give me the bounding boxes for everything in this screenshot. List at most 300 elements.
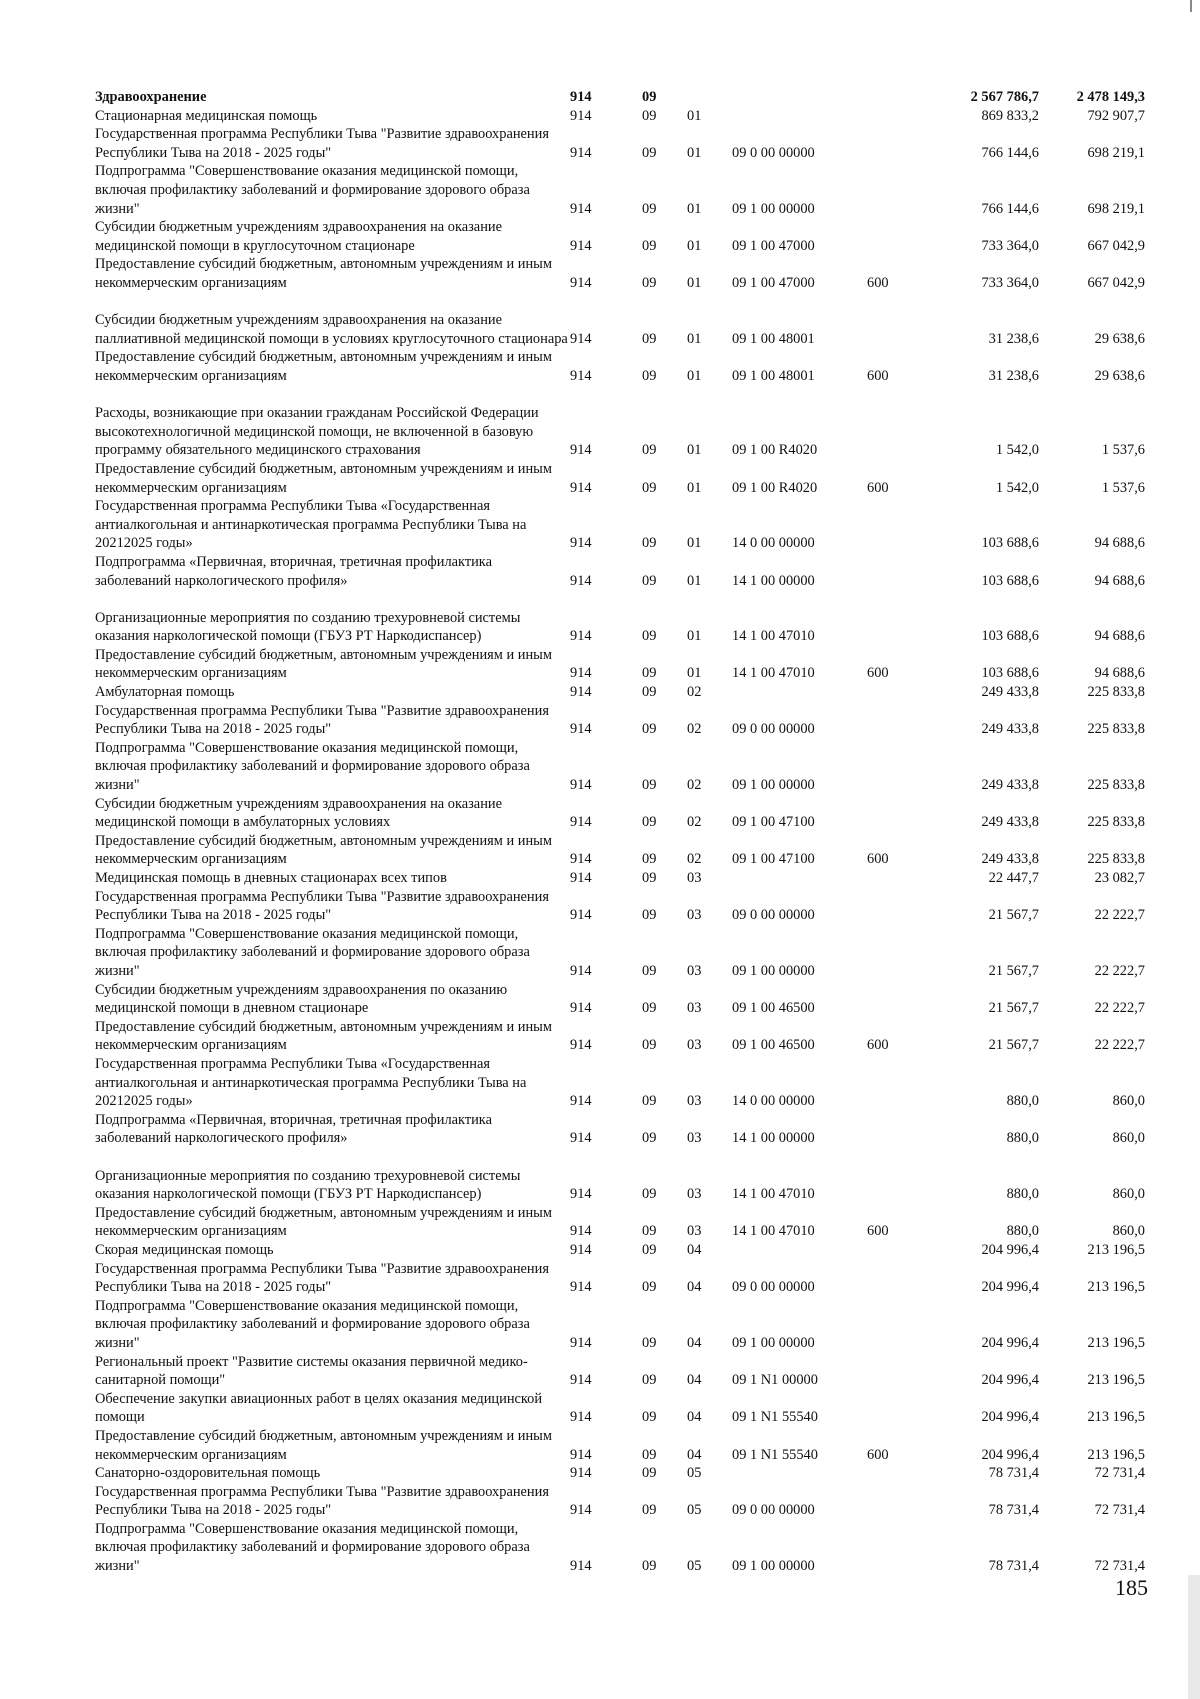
row-amount-1: 204 996,4 <box>981 1279 1039 1296</box>
row-amount-1: 204 996,4 <box>981 1334 1039 1351</box>
row-subsection-code: 02 <box>687 777 702 794</box>
row-amount-1: 766 144,6 <box>981 200 1039 217</box>
row-target-article <box>732 869 867 888</box>
row-subsection-code: 05 <box>687 1465 702 1482</box>
row-expense-type <box>867 386 919 460</box>
row-amount-1: 249 433,8 <box>981 814 1039 831</box>
row-amount-2: 225 833,8 <box>1087 684 1145 701</box>
row-section-code: 09 <box>642 1446 657 1463</box>
table-row <box>95 107 1145 126</box>
row-ved-code: 914 <box>570 1186 592 1203</box>
row-amount-1: 78 731,4 <box>988 1558 1039 1575</box>
row-amount-2: 72 731,4 <box>1094 1502 1145 1519</box>
row-target-article: 14 1 00 00000 <box>732 572 815 589</box>
row-name: Государственная программа Республики Тыва «Государственная антиалкогольная и антинаркотическая программа Республики Тыва на 20212025 годы» <box>95 1056 527 1110</box>
row-ved-code: 914 <box>570 777 592 794</box>
row-amount-1: 249 433,8 <box>981 721 1039 738</box>
row-amount-2: 1 537,6 <box>1101 442 1145 459</box>
table-row <box>95 348 1145 385</box>
row-name: Подпрограмма «Первичная, вторичная, третичная профилактика заболеваний наркологического профиля» <box>95 553 492 589</box>
table-row <box>95 218 1145 255</box>
scan-mark <box>1190 0 1192 12</box>
table-row <box>95 590 1145 646</box>
table-row <box>95 553 1145 590</box>
row-amount-1: 21 567,7 <box>988 1000 1039 1017</box>
row-amount-2: 72 731,4 <box>1094 1465 1145 1482</box>
row-amount-1: 31 238,6 <box>988 367 1039 384</box>
row-ved-code: 914 <box>570 665 592 682</box>
row-expense-type <box>867 1464 919 1483</box>
row-ved-code: 914 <box>570 1446 592 1463</box>
row-name: Здравоохранение <box>95 89 207 105</box>
row-target-article: 14 1 00 47010 <box>732 665 815 682</box>
row-amount-2: 225 833,8 <box>1087 814 1145 831</box>
row-subsection-code: 03 <box>687 1093 702 1110</box>
row-amount-2: 698 219,1 <box>1087 200 1145 217</box>
row-amount-2: 22 222,7 <box>1094 907 1145 924</box>
row-name: Стационарная медицинская помощь <box>95 107 318 124</box>
row-amount-1: 880,0 <box>1006 1223 1039 1240</box>
row-ved-code: 914 <box>570 1223 592 1240</box>
row-ved-code: 914 <box>570 1279 592 1296</box>
row-subsection-code: 01 <box>687 442 702 459</box>
row-expense-type <box>867 553 919 590</box>
row-amount-2: 22 222,7 <box>1094 1037 1145 1054</box>
row-ved-code: 914 <box>570 237 592 254</box>
table-row <box>95 646 1145 683</box>
row-section-code: 09 <box>642 572 657 589</box>
table-row <box>95 1204 1145 1241</box>
table-row <box>95 832 1145 869</box>
row-name: Региональный проект "Развитие системы оказания первичной медико-санитарной помощи" <box>95 1353 528 1389</box>
row-expense-type <box>867 88 919 107</box>
row-expense-type <box>867 107 919 126</box>
table-row <box>95 88 1145 107</box>
row-subsection-code: 05 <box>687 1558 702 1575</box>
table-row <box>95 1390 1145 1427</box>
row-section-code: 09 <box>642 721 657 738</box>
row-name: Предоставление субсидий бюджетным, автономным учреждениям и иным некоммерческим организациям <box>95 646 552 682</box>
row-section-code: 09 <box>642 851 657 868</box>
row-target-article: 09 1 00 00000 <box>732 963 815 980</box>
row-section-code: 09 <box>642 274 657 291</box>
row-ved-code: 914 <box>570 1334 592 1351</box>
row-name: Подпрограмма "Совершенствование оказания медицинской помощи, включая профилактику заболеваний и формирование здорового образа жизни" <box>95 1520 530 1575</box>
row-section-code: 09 <box>642 442 657 459</box>
row-target-article <box>732 1464 867 1483</box>
row-name: Подпрограмма "Совершенствование оказания медицинской помощи, включая профилактику заболеваний и формирование здорового образа жизни" <box>95 1297 530 1351</box>
row-target-article: 09 1 00 47100 <box>732 814 815 831</box>
row-subsection-code: 02 <box>687 684 702 701</box>
row-name: Медицинская помощь в дневных стационарах всех типов <box>95 870 447 887</box>
row-amount-1: 880,0 <box>1006 1186 1039 1203</box>
row-section-code: 09 <box>642 1279 657 1296</box>
row-name: Обеспечение закупки авиационных работ в целях оказания медицинской помощи <box>95 1390 543 1426</box>
row-name: Подпрограмма "Совершенствование оказания медицинской помощи, включая профилактику заболеваний и формирование здорового образа жизни" <box>95 739 530 794</box>
row-subsection-code: 04 <box>687 1409 702 1426</box>
row-section-code: 09 <box>642 777 657 794</box>
row-target-article <box>732 683 867 702</box>
row-section-code: 09 <box>642 870 657 887</box>
row-ved-code: 914 <box>570 89 592 105</box>
row-target-article: 09 1 00 47000 <box>732 237 815 254</box>
row-expense-type <box>867 1353 919 1390</box>
row-target-article: 09 1 00 R4020 <box>732 442 818 459</box>
row-target-article: 09 1 N1 00000 <box>732 1372 818 1389</box>
table-row <box>95 293 1145 349</box>
row-name: Субсидии бюджетным учреждениям здравоохранения на оказание медицинской помощи в амбулаторных условиях <box>95 795 502 831</box>
row-section-code: 09 <box>642 330 657 347</box>
row-section-code: 09 <box>642 907 657 924</box>
row-amount-2: 94 688,6 <box>1094 535 1145 552</box>
row-name: Амбулаторная помощь <box>95 684 235 701</box>
row-name: Субсидии бюджетным учреждениям здравоохранения на оказание медицинской помощи в круглосуточном стационаре <box>95 219 502 254</box>
row-amount-2: 213 196,5 <box>1087 1279 1145 1296</box>
row-subsection-code: 03 <box>687 1037 702 1054</box>
row-name: Государственная программа Республики Тыва "Развитие здравоохранения Республики Тыва на 2018 - 2025 годы" <box>95 1483 549 1519</box>
row-name: Подпрограмма "Совершенствование оказания медицинской помощи, включая профилактику заболеваний и формирование здорового образа жизни" <box>95 925 530 980</box>
row-target-article: 09 1 00 47000 <box>732 274 815 291</box>
row-target-article: 14 1 00 47010 <box>732 1186 815 1203</box>
row-ved-code: 914 <box>570 1000 592 1017</box>
row-subsection-code: 02 <box>687 851 702 868</box>
row-subsection-code: 01 <box>687 237 702 254</box>
row-section-code: 09 <box>642 1409 657 1426</box>
row-ved-code: 914 <box>570 1502 592 1519</box>
row-amount-1: 1 542,0 <box>995 479 1039 496</box>
row-subsection-code: 01 <box>687 628 702 645</box>
row-name: Предоставление субсидий бюджетным, автономным учреждениям и иным некоммерческим организациям <box>95 256 552 291</box>
table-row <box>95 869 1145 888</box>
row-amount-1: 733 364,0 <box>981 274 1039 291</box>
row-expense-type <box>867 1111 919 1148</box>
row-subsection-code: 01 <box>687 665 702 682</box>
row-target-article: 09 0 00 00000 <box>732 1502 815 1519</box>
row-expense-type <box>867 218 919 255</box>
row-name: Предоставление субсидий бюджетным, автономным учреждениям и иным некоммерческим организациям <box>95 460 552 496</box>
row-subsection-code: 05 <box>687 1502 702 1519</box>
row-section-code: 09 <box>642 628 657 645</box>
row-target-article: 09 1 00 46500 <box>732 1037 815 1054</box>
row-name: Санаторно-оздоровительная помощь <box>95 1465 321 1482</box>
table-row <box>95 925 1145 981</box>
row-section-code: 09 <box>642 1465 657 1482</box>
table-row <box>95 683 1145 702</box>
row-target-article: 14 0 00 00000 <box>732 535 815 552</box>
row-section-code: 09 <box>642 1037 657 1054</box>
row-subsection-code: 01 <box>687 274 702 291</box>
row-ved-code: 914 <box>570 144 592 161</box>
row-section-code: 09 <box>642 1558 657 1575</box>
table-row <box>95 1483 1145 1520</box>
row-section-code: 09 <box>642 963 657 980</box>
row-ved-code: 914 <box>570 684 592 701</box>
row-amount-1: 103 688,6 <box>981 572 1039 589</box>
row-amount-2: 213 196,5 <box>1087 1409 1145 1426</box>
row-expense-type: 600 <box>867 665 889 682</box>
row-amount-1: 2 567 786,7 <box>970 89 1039 105</box>
table-row <box>95 162 1145 218</box>
row-name: Скорая медицинская помощь <box>95 1241 274 1258</box>
row-name: Государственная программа Республики Тыва "Развитие здравоохранения Республики Тыва на 2018 - 2025 годы" <box>95 702 549 738</box>
row-amount-2: 22 222,7 <box>1094 963 1145 980</box>
row-subsection-code: 03 <box>687 907 702 924</box>
row-amount-2: 213 196,5 <box>1087 1446 1145 1463</box>
row-section-code: 09 <box>642 1241 657 1258</box>
row-expense-type <box>867 683 919 702</box>
row-amount-2: 698 219,1 <box>1087 144 1145 161</box>
row-amount-2: 860,0 <box>1112 1186 1145 1203</box>
row-subsection-code: 04 <box>687 1241 702 1258</box>
row-amount-1: 31 238,6 <box>988 330 1039 347</box>
row-name: Подпрограмма "Совершенствование оказания медицинской помощи, включая профилактику заболеваний и формирование здорового образа жизни" <box>95 163 530 217</box>
row-expense-type <box>867 981 919 1018</box>
table-row <box>95 497 1145 553</box>
row-name: Предоставление субсидий бюджетным, автономным учреждениям и иным некоммерческим организациям <box>95 832 552 868</box>
row-expense-type <box>867 1520 919 1576</box>
row-amount-2: 213 196,5 <box>1087 1372 1145 1389</box>
table-row <box>95 1427 1145 1464</box>
row-amount-2: 667 042,9 <box>1087 237 1145 254</box>
table-row <box>95 386 1145 460</box>
row-expense-type <box>867 162 919 218</box>
row-subsection-code: 01 <box>687 200 702 217</box>
row-section-code: 09 <box>642 684 657 701</box>
row-expense-type <box>867 1483 919 1520</box>
row-amount-2: 225 833,8 <box>1087 777 1145 794</box>
row-expense-type <box>867 497 919 553</box>
row-expense-type <box>867 125 919 162</box>
row-expense-type <box>867 925 919 981</box>
row-target-article: 09 0 00 00000 <box>732 144 815 161</box>
row-ved-code: 914 <box>570 1130 592 1147</box>
row-expense-type <box>867 1148 919 1204</box>
row-name: Государственная программа Республики Тыва "Развитие здравоохранения Республики Тыва на 2018 - 2025 годы" <box>95 888 549 924</box>
table-row <box>95 1055 1145 1111</box>
row-target-article: 14 0 00 00000 <box>732 1093 815 1110</box>
row-section-code: 09 <box>642 367 657 384</box>
row-subsection-code: 04 <box>687 1372 702 1389</box>
row-ved-code: 914 <box>570 628 592 645</box>
row-subsection-code: 04 <box>687 1334 702 1351</box>
row-subsection-code <box>687 88 732 107</box>
table-row <box>95 1241 1145 1260</box>
row-amount-2: 225 833,8 <box>1087 721 1145 738</box>
row-expense-type <box>867 795 919 832</box>
row-ved-code: 914 <box>570 200 592 217</box>
row-amount-1: 880,0 <box>1006 1093 1039 1110</box>
row-expense-type <box>867 293 919 349</box>
row-amount-1: 21 567,7 <box>988 1037 1039 1054</box>
row-ved-code: 914 <box>570 1372 592 1389</box>
row-target-article: 09 1 00 48001 <box>732 330 815 347</box>
row-ved-code: 914 <box>570 963 592 980</box>
budget-table <box>95 88 1145 1576</box>
row-subsection-code: 02 <box>687 721 702 738</box>
row-section-code: 09 <box>642 1093 657 1110</box>
row-target-article: 14 1 00 47010 <box>732 1223 815 1240</box>
row-section-code: 09 <box>642 144 657 161</box>
row-section-code: 09 <box>642 1334 657 1351</box>
row-name: Расходы, возникающие при оказании гражданам Российской Федерации высокотехнологичной медицинской помощи, не включенной в базовую программу обязательного медицинского страхования <box>95 405 539 459</box>
row-ved-code: 914 <box>570 535 592 552</box>
row-amount-2: 213 196,5 <box>1087 1334 1145 1351</box>
row-amount-2: 225 833,8 <box>1087 851 1145 868</box>
row-target-article: 09 1 00 47100 <box>732 851 815 868</box>
table-row <box>95 981 1145 1018</box>
row-subsection-code: 03 <box>687 1186 702 1203</box>
row-amount-1: 204 996,4 <box>981 1372 1039 1389</box>
row-target-article <box>732 1241 867 1260</box>
row-expense-type <box>867 869 919 888</box>
row-amount-1: 733 364,0 <box>981 237 1039 254</box>
row-amount-2: 29 638,6 <box>1094 330 1145 347</box>
row-expense-type <box>867 1241 919 1260</box>
row-expense-type: 600 <box>867 479 889 496</box>
row-expense-type <box>867 590 919 646</box>
row-amount-1: 766 144,6 <box>981 144 1039 161</box>
row-subsection-code: 04 <box>687 1446 702 1463</box>
table-row <box>95 1018 1145 1055</box>
row-amount-2: 860,0 <box>1112 1223 1145 1240</box>
row-amount-1: 103 688,6 <box>981 628 1039 645</box>
row-ved-code: 914 <box>570 1241 592 1258</box>
row-name: Организационные мероприятия по созданию трехуровневой системы оказания наркологической помощи (ГБУЗ РТ Наркодиспансер) <box>95 1167 521 1203</box>
row-subsection-code: 03 <box>687 1130 702 1147</box>
row-amount-1: 103 688,6 <box>981 665 1039 682</box>
row-subsection-code: 01 <box>687 367 702 384</box>
row-section-code: 09 <box>642 89 657 105</box>
table-row <box>95 1464 1145 1483</box>
row-ved-code: 914 <box>570 330 592 347</box>
row-expense-type <box>867 888 919 925</box>
row-ved-code: 914 <box>570 107 592 124</box>
row-ved-code: 914 <box>570 1465 592 1482</box>
row-amount-2: 94 688,6 <box>1094 572 1145 589</box>
row-amount-2: 860,0 <box>1112 1093 1145 1110</box>
row-subsection-code: 02 <box>687 814 702 831</box>
row-target-article: 09 1 N1 55540 <box>732 1446 818 1463</box>
row-section-code: 09 <box>642 1502 657 1519</box>
row-ved-code: 914 <box>570 572 592 589</box>
row-ved-code: 914 <box>570 442 592 459</box>
row-amount-1: 22 447,7 <box>988 870 1039 887</box>
row-expense-type <box>867 1260 919 1297</box>
table-row <box>95 1353 1145 1390</box>
row-target-article: 09 0 00 00000 <box>732 907 815 924</box>
row-target-article: 09 1 00 00000 <box>732 1334 815 1351</box>
row-name: Субсидии бюджетным учреждениям здравоохранения на оказание паллиативной медицинской помощи в условиях круглосуточного стационара <box>95 312 568 347</box>
row-name: Государственная программа Республики Тыва "Развитие здравоохранения Республики Тыва на 2018 - 2025 годы" <box>95 126 549 161</box>
table-row <box>95 460 1145 497</box>
row-ved-code: 914 <box>570 814 592 831</box>
row-expense-type <box>867 1055 919 1111</box>
row-section-code: 09 <box>642 1000 657 1017</box>
table-row <box>95 1260 1145 1297</box>
row-section-code: 09 <box>642 1186 657 1203</box>
row-expense-type <box>867 1297 919 1353</box>
row-ved-code: 914 <box>570 367 592 384</box>
row-amount-2: 213 196,5 <box>1087 1241 1145 1258</box>
row-amount-2: 860,0 <box>1112 1130 1145 1147</box>
row-subsection-code: 04 <box>687 1279 702 1296</box>
row-expense-type <box>867 739 919 795</box>
row-amount-1: 1 542,0 <box>995 442 1039 459</box>
row-name: Предоставление субсидий бюджетным, автономным учреждениям и иным некоммерческим организациям <box>95 1427 552 1463</box>
row-expense-type <box>867 702 919 739</box>
row-amount-2: 94 688,6 <box>1094 665 1145 682</box>
row-amount-2: 792 907,7 <box>1087 107 1145 124</box>
row-ved-code: 914 <box>570 1558 592 1575</box>
table-row <box>95 888 1145 925</box>
row-target-article: 09 1 00 46500 <box>732 1000 815 1017</box>
row-amount-1: 21 567,7 <box>988 907 1039 924</box>
row-section-code: 09 <box>642 107 657 124</box>
row-name: Предоставление субсидий бюджетным, автономным учреждениям и иным некоммерческим организациям <box>95 349 552 384</box>
row-section-code: 09 <box>642 535 657 552</box>
row-target-article: 14 1 00 47010 <box>732 628 815 645</box>
row-name: Подпрограмма «Первичная, вторичная, третичная профилактика заболеваний наркологического профиля» <box>95 1111 492 1147</box>
row-target-article: 09 0 00 00000 <box>732 721 815 738</box>
row-ved-code: 914 <box>570 1037 592 1054</box>
table-row <box>95 1148 1145 1204</box>
table-row <box>95 795 1145 832</box>
row-name: Предоставление субсидий бюджетным, автономным учреждениям и иным некоммерческим организациям <box>95 1204 552 1240</box>
row-target-article: 09 1 N1 55540 <box>732 1409 818 1426</box>
row-subsection-code: 03 <box>687 1223 702 1240</box>
row-amount-2: 94 688,6 <box>1094 628 1145 645</box>
row-ved-code: 914 <box>570 479 592 496</box>
row-section-code: 09 <box>642 479 657 496</box>
row-expense-type <box>867 1390 919 1427</box>
row-amount-1: 103 688,6 <box>981 535 1039 552</box>
row-amount-1: 869 833,2 <box>981 107 1039 124</box>
row-section-code: 09 <box>642 1372 657 1389</box>
row-name: Организационные мероприятия по созданию трехуровневой системы оказания наркологической помощи (ГБУЗ РТ Наркодиспансер) <box>95 609 521 645</box>
row-subsection-code: 01 <box>687 535 702 552</box>
row-section-code: 09 <box>642 237 657 254</box>
row-name: Предоставление субсидий бюджетным, автономным учреждениям и иным некоммерческим организациям <box>95 1018 552 1054</box>
row-target-article: 14 1 00 00000 <box>732 1130 815 1147</box>
table-row <box>95 1297 1145 1353</box>
row-expense-type: 600 <box>867 1223 889 1240</box>
row-section-code: 09 <box>642 1130 657 1147</box>
row-subsection-code: 01 <box>687 572 702 589</box>
row-target-article <box>732 107 867 126</box>
row-section-code: 09 <box>642 665 657 682</box>
row-amount-1: 204 996,4 <box>981 1446 1039 1463</box>
row-amount-1: 249 433,8 <box>981 684 1039 701</box>
row-target-article: 09 1 00 00000 <box>732 200 815 217</box>
row-target-article: 09 1 00 00000 <box>732 1558 815 1575</box>
row-subsection-code: 03 <box>687 963 702 980</box>
row-subsection-code: 01 <box>687 330 702 347</box>
row-amount-1: 78 731,4 <box>988 1465 1039 1482</box>
row-amount-2: 29 638,6 <box>1094 367 1145 384</box>
row-name: Субсидии бюджетным учреждениям здравоохранения по оказанию медицинской помощи в дневном стационаре <box>95 981 508 1017</box>
row-ved-code: 914 <box>570 1093 592 1110</box>
scan-edge-shadow <box>1188 1575 1200 1699</box>
row-expense-type: 600 <box>867 274 889 291</box>
table-row <box>95 1520 1145 1576</box>
table-row <box>95 702 1145 739</box>
row-amount-1: 204 996,4 <box>981 1241 1039 1258</box>
row-subsection-code: 03 <box>687 1000 702 1017</box>
row-subsection-code: 01 <box>687 144 702 161</box>
budget-table-body <box>95 88 1145 1576</box>
row-amount-2: 72 731,4 <box>1094 1558 1145 1575</box>
row-subsection-code: 01 <box>687 479 702 496</box>
